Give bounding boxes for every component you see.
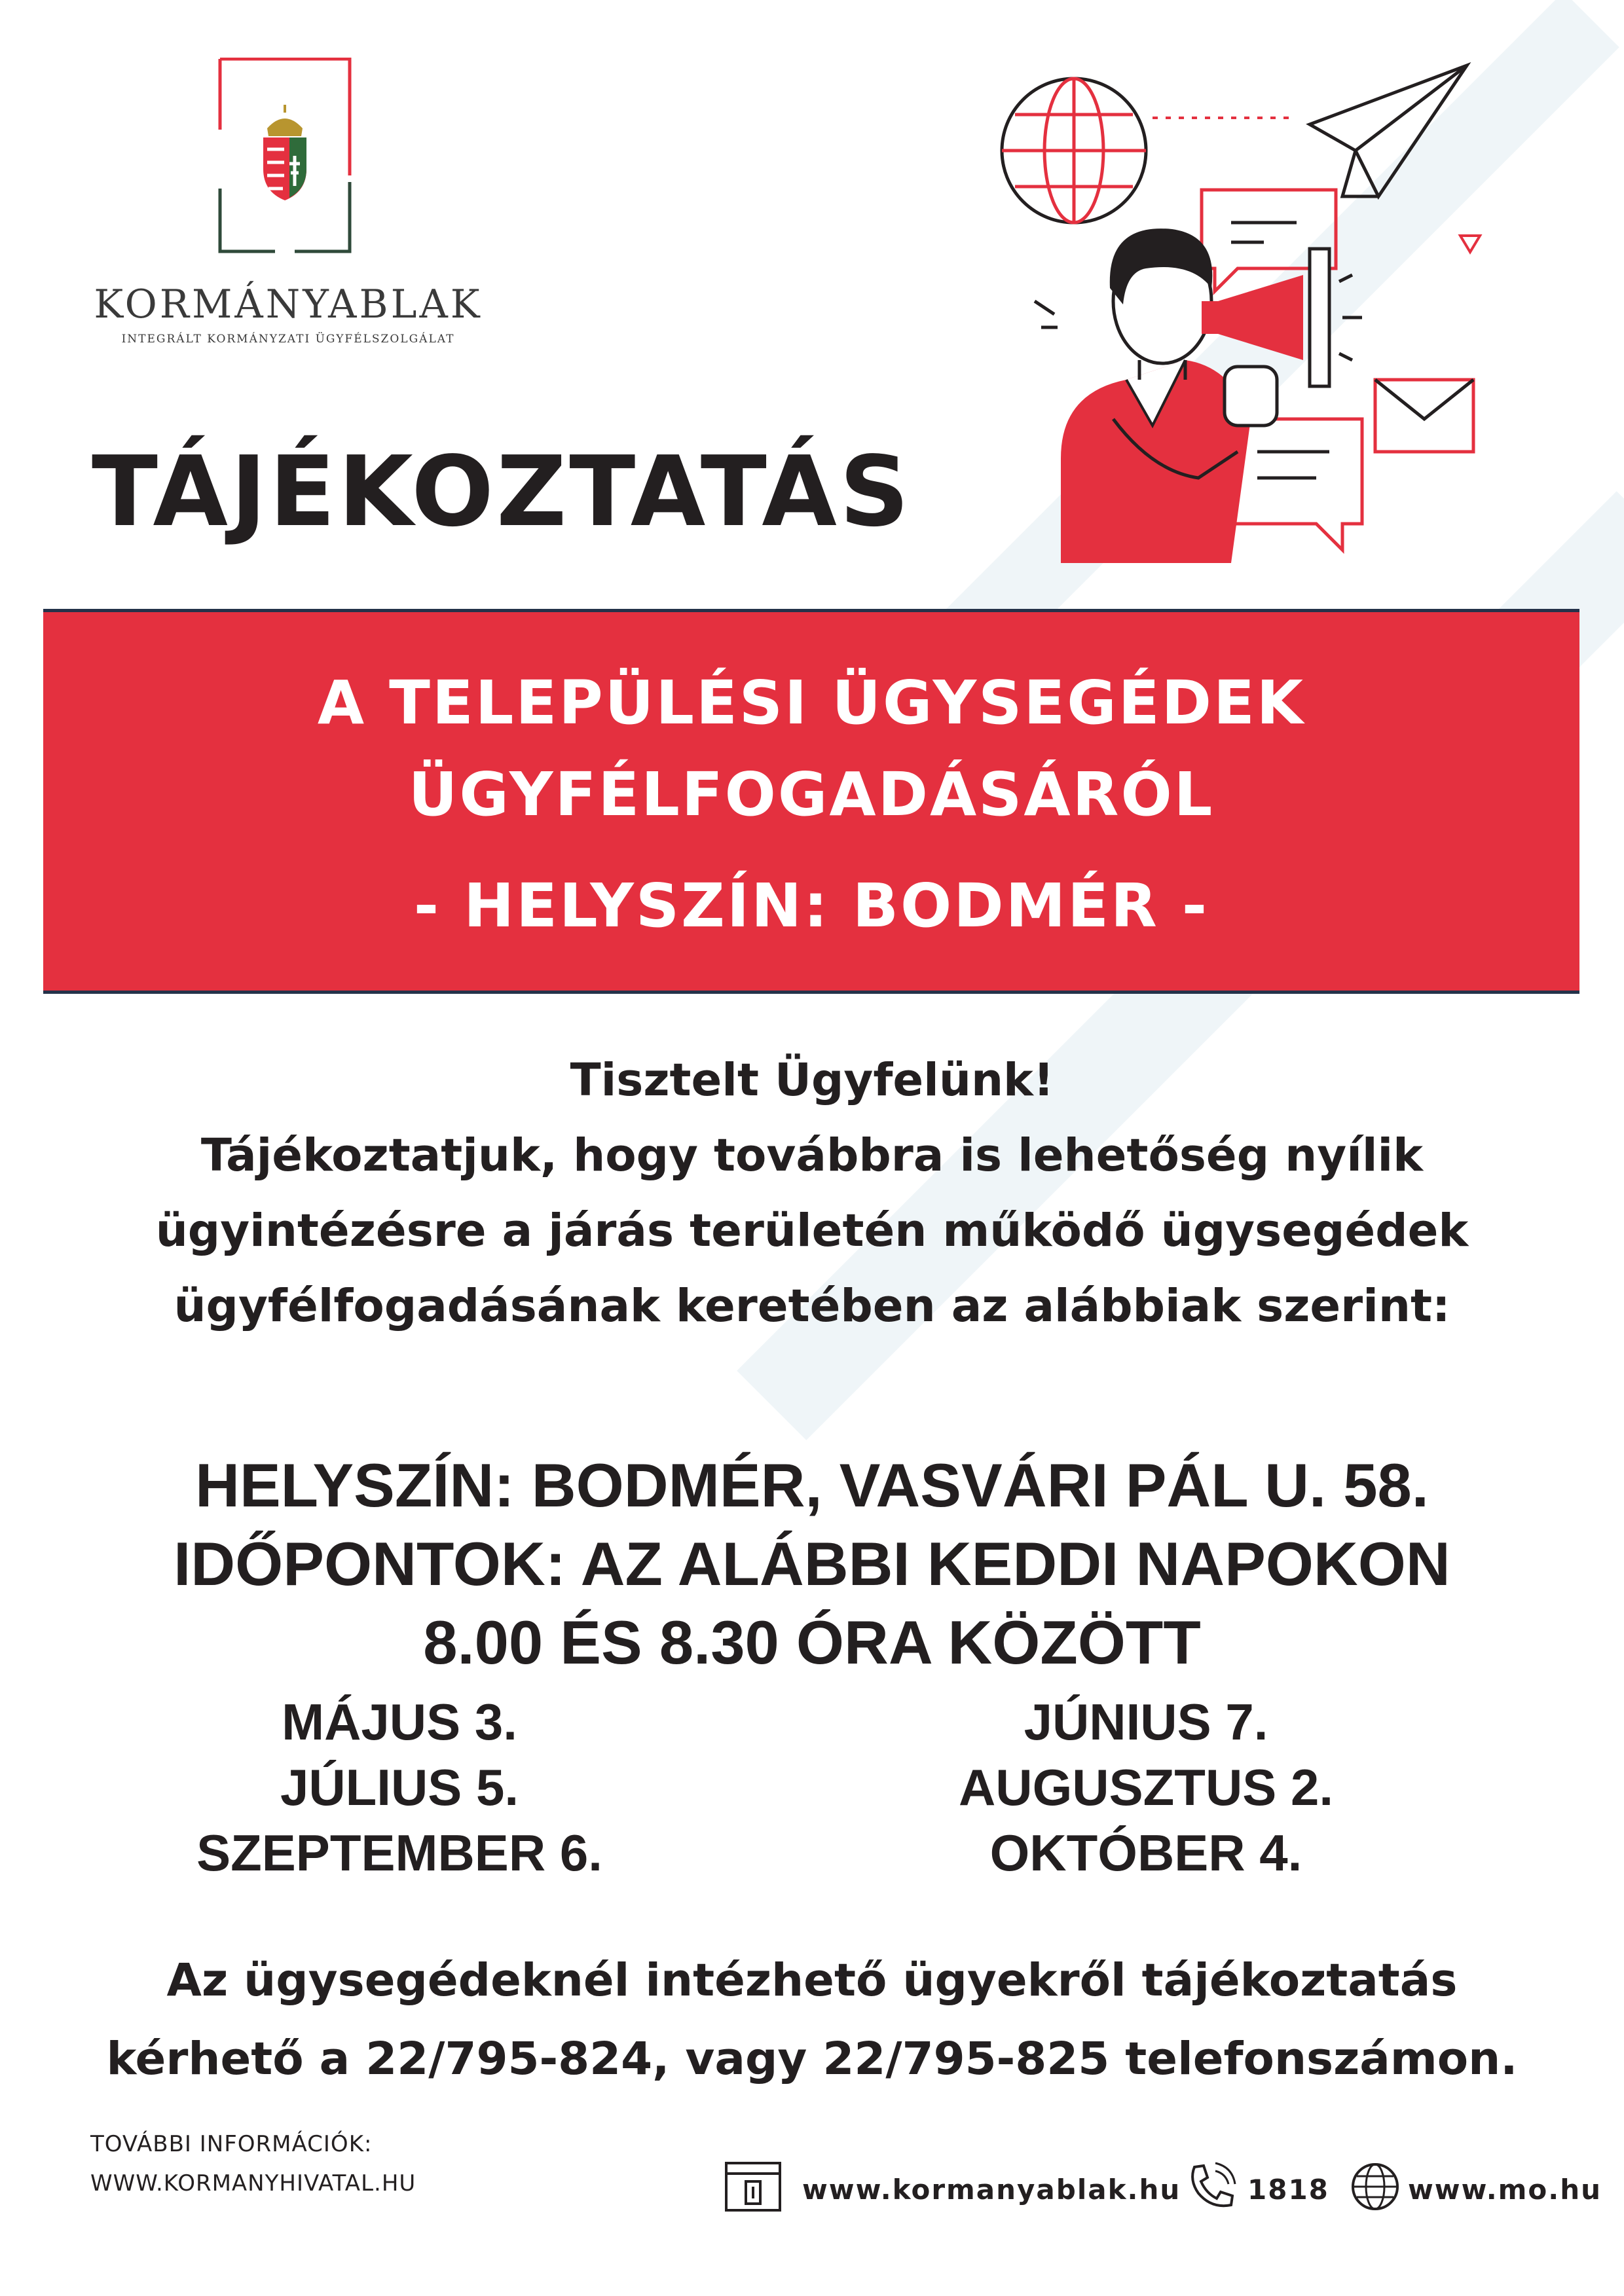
browser-window-icon xyxy=(724,2160,783,2215)
contact-line-2: kérhető a 22/795-824, vagy 22/795-825 telefonszámon. xyxy=(106,2033,1518,2085)
intro-line-3: ügyfélfogadásának keretében az alábbiak szerint: xyxy=(174,1280,1450,1332)
date-item: SZEPTEMBER 6. xyxy=(196,1824,602,1882)
date-item: JÚNIUS 7. xyxy=(1024,1693,1268,1751)
phone-number[interactable]: 1818 xyxy=(1247,2174,1329,2206)
title-banner xyxy=(43,609,1579,994)
envelope-icon xyxy=(1375,380,1473,452)
globe-www-icon xyxy=(1349,2160,1401,2215)
more-info-label: TOVÁBBI INFORMÁCIÓK: xyxy=(90,2131,373,2157)
page-title: TÁJÉKOZTATÁS xyxy=(92,435,912,548)
paper-plane-icon xyxy=(1310,65,1467,196)
hours-line: 8.00 ÉS 8.30 ÓRA KÖZÖTT xyxy=(423,1608,1201,1677)
illustration xyxy=(976,52,1486,563)
location-line: HELYSZÍN: BODMÉR, VASVÁRI PÁL U. 58. xyxy=(195,1451,1429,1520)
date-item: MÁJUS 3. xyxy=(282,1693,517,1751)
person-figure xyxy=(1035,228,1277,563)
date-item: AUGUSZTUS 2. xyxy=(958,1758,1334,1816)
brand-name: KORMÁNYABLAK xyxy=(94,282,483,327)
greeting: Tisztelt Ügyfelünk! xyxy=(570,1054,1054,1106)
globe-icon xyxy=(1002,79,1146,223)
coat-of-arms-icon xyxy=(216,58,354,254)
banner-location: - HELYSZÍN: BODMÉR - xyxy=(413,871,1209,941)
banner-line-2: ÜGYFÉLFOGADÁSÁRÓL xyxy=(408,759,1215,829)
intro-line-2: ügyintézésre a járás területén működő ügysegédek xyxy=(155,1205,1469,1257)
kormanyablak-link[interactable]: www.kormanyablak.hu xyxy=(802,2174,1181,2206)
more-info-link[interactable]: WWW.KORMANYHIVATAL.HU xyxy=(90,2170,416,2196)
times-line: IDŐPONTOK: AZ ALÁBBI KEDDI NAPOKON xyxy=(174,1529,1450,1598)
intro-line-1: Tájékoztatjuk, hogy továbbra is lehetőség nyílik xyxy=(200,1129,1424,1182)
coat-of-arms-logo xyxy=(216,58,354,254)
phone-icon xyxy=(1185,2160,1238,2215)
brand-subtitle: INTEGRÁLT KORMÁNYZATI ÜGYFÉLSZOLGÁLAT xyxy=(121,333,455,346)
date-item: JÚLIUS 5. xyxy=(280,1758,519,1816)
mo-hu-link[interactable]: www.mo.hu xyxy=(1408,2174,1602,2206)
date-item: OKTÓBER 4. xyxy=(989,1824,1302,1882)
contact-line-1: Az ügysegédeknél intézhető ügyekről tájékoztatás xyxy=(166,1954,1458,2007)
banner-line-1: A TELEPÜLÉSI ÜGYSEGÉDEK xyxy=(317,668,1306,738)
